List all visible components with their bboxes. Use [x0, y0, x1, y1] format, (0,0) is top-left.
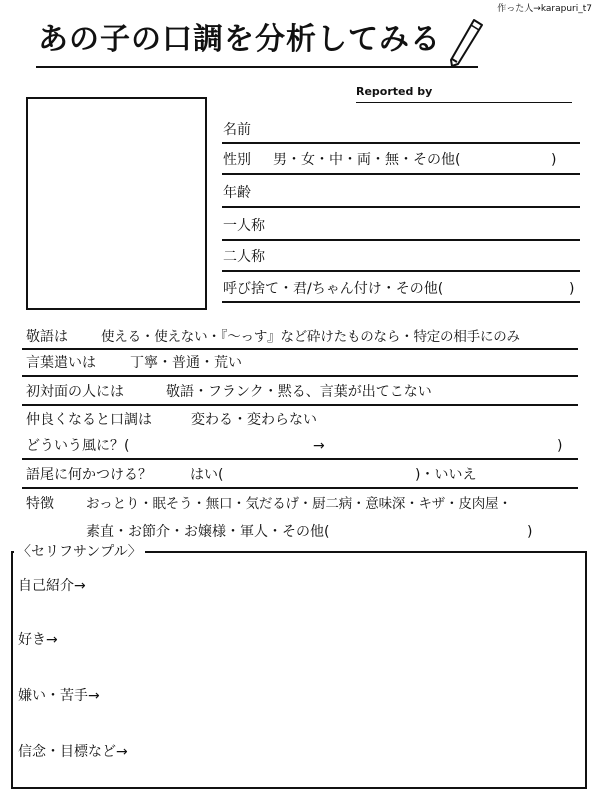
- gender-line[interactable]: [222, 173, 580, 175]
- dislikes-label: 嫌い・苦手→: [18, 688, 100, 704]
- close-options: 変わる・変わらない: [191, 412, 317, 428]
- ending-close: )・いいえ: [415, 467, 477, 483]
- intro-label: 自己紹介→: [18, 578, 86, 594]
- photo-box[interactable]: [26, 97, 207, 310]
- name-label: 名前: [223, 122, 251, 138]
- pencil-icon: [448, 18, 486, 70]
- how-arrow: →: [313, 438, 325, 454]
- reported-by-label: Reported by: [356, 85, 433, 98]
- first-person-label: 一人称: [223, 218, 265, 234]
- ending-options: はい(: [190, 467, 224, 483]
- keigo-line: [22, 348, 578, 350]
- manner-label: 言葉遣いは: [26, 355, 96, 371]
- author-credit: 作った人→karapuri_t7: [497, 4, 592, 14]
- ending-line[interactable]: [22, 487, 578, 489]
- how-label: どういう風に？(: [26, 438, 130, 454]
- traits-line-2: 素直・お節介・お嬢様・軍人・その他(: [86, 524, 330, 540]
- title-underline: [36, 66, 478, 68]
- name-line[interactable]: [222, 142, 580, 144]
- traits-label: 特徴: [26, 496, 54, 512]
- gender-close: ): [551, 152, 557, 168]
- reported-by-line: [356, 102, 572, 103]
- first-meet-options: 敬語・フランク・黙る、言葉が出てこない: [166, 384, 432, 400]
- traits-close: ): [527, 524, 533, 540]
- address-options: 呼び捨て・君/ちゃん付け・その他(: [223, 281, 444, 297]
- keigo-options: 使える・使えない・『〜っす』など砕けたものなら・特定の相手にのみ: [101, 329, 520, 345]
- ending-label: 語尾に何かつける？: [26, 467, 152, 483]
- second-person-label: 二人称: [223, 249, 265, 265]
- manner-options: 丁寧・普通・荒い: [130, 355, 242, 371]
- close-label: 仲良くなると口調は: [26, 412, 152, 428]
- age-line[interactable]: [222, 206, 580, 208]
- traits-line-1: おっとり・眠そう・無口・気だるげ・厨二病・意味深・キザ・皮肉屋・: [86, 496, 512, 512]
- how-close: ): [557, 438, 563, 454]
- keigo-label: 敬語は: [26, 329, 68, 345]
- how-line[interactable]: [22, 458, 578, 460]
- gender-options: 男・女・中・両・無・その他(: [273, 152, 461, 168]
- sample-dialogue-title: 〈セリフサンプル〉: [14, 544, 145, 560]
- page-title: あの子の口調を分析してみる: [38, 22, 441, 57]
- age-label: 年齢: [223, 185, 251, 201]
- gender-label: 性別: [223, 152, 251, 168]
- address-close: ): [569, 281, 575, 297]
- address-line[interactable]: [222, 301, 580, 303]
- second-person-line[interactable]: [222, 270, 580, 272]
- likes-label: 好き→: [18, 632, 58, 648]
- first-meet-line: [22, 404, 578, 406]
- belief-label: 信念・目標など→: [18, 744, 128, 760]
- first-person-line[interactable]: [222, 239, 580, 241]
- manner-line: [22, 375, 578, 377]
- first-meet-label: 初対面の人には: [26, 384, 124, 400]
